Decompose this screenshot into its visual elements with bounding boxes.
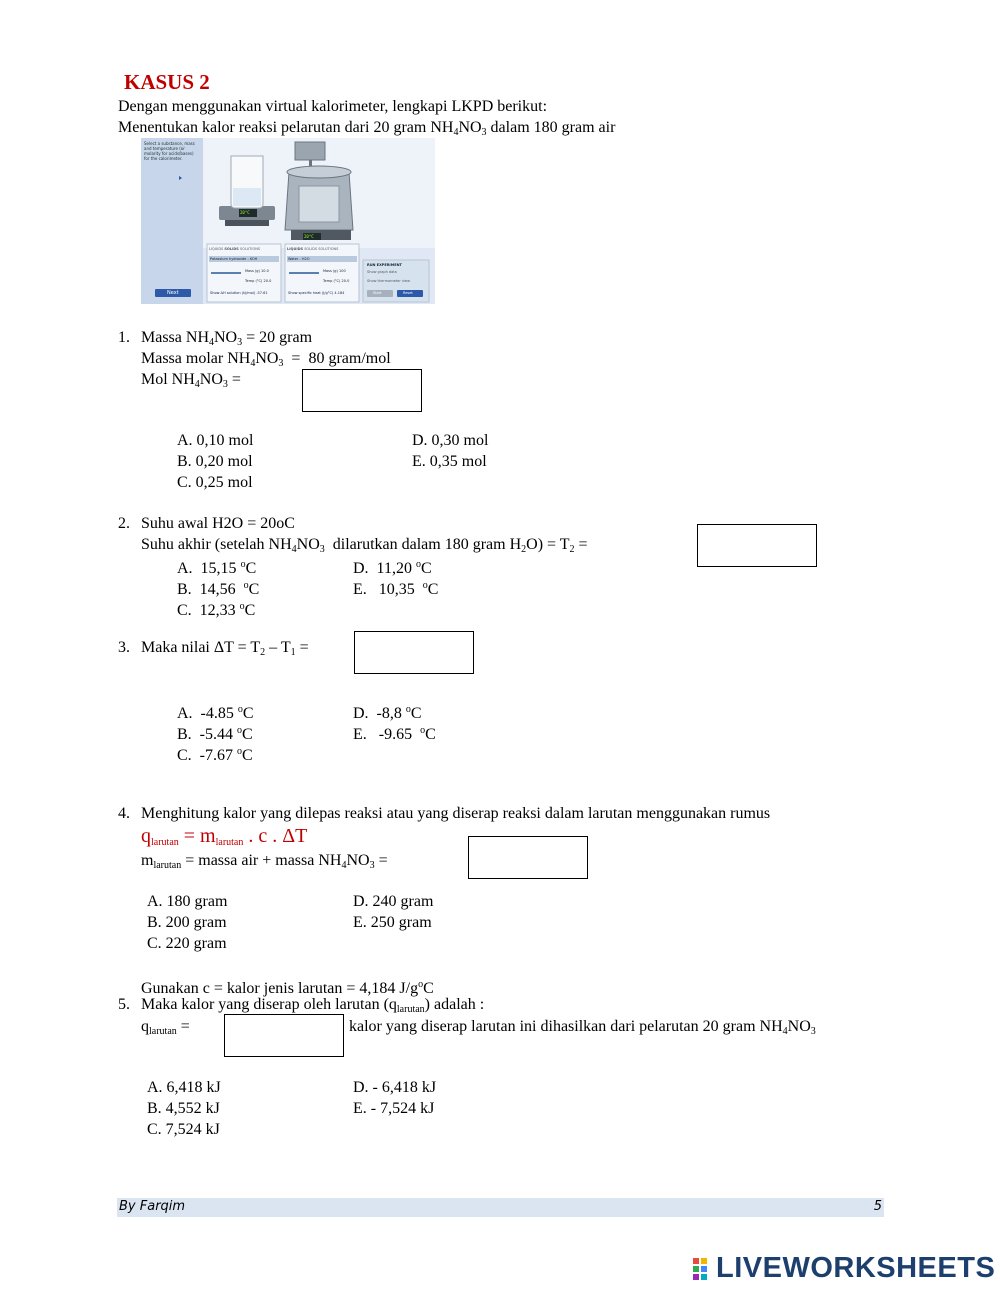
q2-option-e[interactable]: E. 10,35 $^o$C bbox=[353, 580, 439, 598]
footer-page-number: 5 bbox=[873, 1199, 882, 1214]
sim-show-cp[interactable]: Show specific heat (J/g°C) 4.184 bbox=[288, 291, 345, 295]
q4-line-1: Menghitung kalor yang dilepas reaksi atau yang diserap reaksi dalam larutan menggunakan rumus bbox=[141, 805, 771, 822]
page-footer bbox=[117, 1198, 884, 1217]
q5-option-b[interactable]: B. 4,552 kJ bbox=[147, 1100, 220, 1117]
q3-option-c[interactable]: C. -7.67 $^o$C bbox=[177, 746, 253, 764]
q5-option-e[interactable]: E. - 7,524 kJ bbox=[353, 1100, 435, 1117]
q4-number: 4. bbox=[118, 805, 130, 822]
q1-line-2: Massa molar $NH_4NO_3 = 80$ gram/mol bbox=[141, 350, 391, 369]
sim-mass-left: Mass (g) 10.0 bbox=[245, 269, 269, 273]
q4-answer-box[interactable] bbox=[468, 836, 588, 879]
q3-number: 3. bbox=[118, 639, 130, 656]
sim-substance-right[interactable]: Water - H2O bbox=[288, 257, 310, 261]
q5-number: 5. bbox=[118, 996, 130, 1013]
q3-option-d[interactable]: D. -8,8 $^o$C bbox=[353, 704, 422, 722]
page-heading: KASUS 2 bbox=[124, 70, 210, 94]
q5-option-c[interactable]: C. 7,524 kJ bbox=[147, 1121, 220, 1138]
sim-instruction: Select a substance, mass and temperature (or molarity for acids/bases) for the calorimeter. bbox=[144, 141, 195, 161]
sim-show-dh[interactable]: Show ΔH solution (kJ/mol) -57.61 bbox=[210, 291, 268, 295]
q2-number: 2. bbox=[118, 515, 130, 532]
q4-formula: $q_{larutan} = m_{larutan}$ . c . ΔT bbox=[141, 825, 308, 848]
sim-temp-right: Temp (°C) 20.0 bbox=[323, 279, 350, 283]
q4-option-c[interactable]: C. 220 gram bbox=[147, 935, 227, 952]
q1-line-3: Mol $NH_4NO_3$ = bbox=[141, 371, 241, 390]
q4-line-2: $m_{larutan}$ = massa air + massa $NH_4NO_3$ = bbox=[141, 852, 388, 871]
sim-graph-option[interactable]: Show graph data bbox=[367, 270, 397, 274]
q5-preface: Gunakan c = kalor jenis larutan = 4,184 $J/g^oC$ bbox=[141, 979, 434, 997]
q1-line-1: Massa $NH_4NO_3 = 20$ gram bbox=[141, 329, 313, 348]
sim-display-left: 20°C bbox=[240, 210, 250, 215]
sim-right-tabs[interactable]: LIQUIDS SOLIDS SOLUTIONS bbox=[287, 247, 339, 251]
q2-line-2: Suhu akhir (setelah $NH_4NO_3$ dilarutkan dalam 180 gram $H_2O) = T_2$ = bbox=[141, 536, 588, 555]
q4-option-e[interactable]: E. 250 gram bbox=[353, 914, 432, 931]
q2-answer-box[interactable] bbox=[697, 524, 817, 567]
q1-option-d[interactable]: D. 0,30 mol bbox=[412, 432, 489, 449]
sim-thermo-option[interactable]: Show thermometer view bbox=[367, 279, 410, 283]
q3-option-a[interactable]: A. -4.85 $^o$C bbox=[177, 704, 254, 722]
q2-line-1: Suhu awal H2O = 20oC bbox=[141, 515, 295, 532]
sim-start-button[interactable]: Start bbox=[373, 291, 382, 295]
q5-line-1: Maka kalor yang diserap oleh larutan $(q_{larutan})$ adalah : bbox=[141, 996, 485, 1015]
intro-line-2: Menentukan kalor reaksi pelarutan dari 20 gram $NH_4NO_3$ dalam 180 gram air bbox=[118, 119, 616, 138]
q2-option-a[interactable]: A. 15,15 $^o$C bbox=[177, 559, 257, 577]
q4-option-b[interactable]: B. 200 gram bbox=[147, 914, 227, 931]
q4-option-d[interactable]: D. 240 gram bbox=[353, 893, 434, 910]
q2-option-d[interactable]: D. 11,20 $^o$C bbox=[353, 559, 432, 577]
q1-option-a[interactable]: A. 0,10 mol bbox=[177, 432, 254, 449]
footer-author: By Farqim bbox=[119, 1199, 186, 1214]
q2-option-c[interactable]: C. 12,33 $^o$C bbox=[177, 601, 256, 619]
q5-option-a[interactable]: A. 6,418 kJ bbox=[147, 1079, 221, 1096]
q2-option-b[interactable]: B. 14,56 $^o$C bbox=[177, 580, 260, 598]
q5-answer-box[interactable] bbox=[224, 1014, 344, 1057]
q1-option-b[interactable]: B. 0,20 mol bbox=[177, 453, 253, 470]
intro-line-1: Dengan menggunakan virtual kalorimeter, lengkapi LKPD berikut: bbox=[118, 98, 548, 115]
liveworksheets-logo-icon bbox=[693, 1258, 715, 1285]
q3-option-b[interactable]: B. -5.44 $^o$C bbox=[177, 725, 253, 743]
q5-after-text: kalor yang diserap larutan ini dihasilkan dari pelarutan 20 gram $NH_4NO_3$ bbox=[349, 1018, 816, 1037]
q3-option-e[interactable]: E. -9.65 $^o$C bbox=[353, 725, 436, 743]
q1-option-e[interactable]: E. 0,35 mol bbox=[412, 453, 487, 470]
q1-number: 1. bbox=[118, 329, 130, 346]
sim-reset-button[interactable]: Reset bbox=[403, 291, 413, 295]
sim-run-label: RUN EXPERIMENT bbox=[367, 263, 402, 267]
sim-next-button[interactable]: Next bbox=[167, 290, 179, 296]
sim-display-right: 20°C bbox=[304, 234, 314, 239]
q5-option-d[interactable]: D. - 6,418 kJ bbox=[353, 1079, 437, 1096]
q5-label: $q_{larutan}$ = bbox=[141, 1018, 190, 1037]
sim-temp-left: Temp (°C) 20.0 bbox=[245, 279, 272, 283]
calorimeter-screenshot bbox=[141, 138, 435, 304]
q4-option-a[interactable]: A. 180 gram bbox=[147, 893, 228, 910]
q1-option-c[interactable]: C. 0,25 mol bbox=[177, 474, 253, 491]
sim-mass-right: Mass (g) 100 bbox=[323, 269, 346, 273]
sim-left-tabs[interactable]: LIQUIDS SOLIDS SOLUTIONS bbox=[209, 247, 261, 251]
q1-answer-box[interactable] bbox=[302, 369, 422, 412]
liveworksheets-brand[interactable]: LIVEWORKSHEETS bbox=[716, 1252, 996, 1284]
q3-line-1: Maka nilai $\Delta T = T_2 - T_1$ = bbox=[141, 639, 309, 658]
sim-substance-left[interactable]: Potassium hydroxide - KOH bbox=[210, 257, 258, 261]
q3-answer-box[interactable] bbox=[354, 631, 474, 674]
